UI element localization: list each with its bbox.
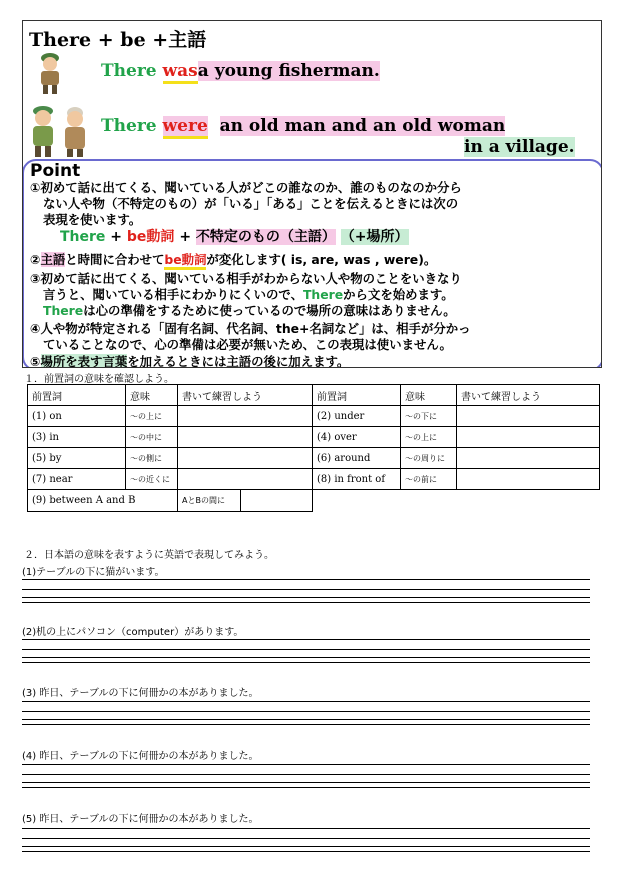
header-practice-2: 書いて練習しよう: [457, 385, 600, 406]
section-2-title: ２．日本語の意味を表すように英語で表現してみよう。: [24, 550, 274, 561]
answer-line[interactable]: [22, 579, 590, 580]
answer-line[interactable]: [22, 782, 590, 783]
header-meaning: 意味: [126, 385, 178, 406]
practice-cell[interactable]: [178, 427, 313, 448]
point-5: [30, 354, 349, 368]
point-1-line-2: ない人や物（不特定のもの）が「いる」「ある」ことを伝えるときには次の: [43, 196, 459, 211]
point-title: Point: [30, 161, 81, 181]
preposition-cell: (8) in front of: [313, 469, 401, 490]
place-phrase: in a village.: [464, 137, 575, 157]
point-2-post: が変化します( is, are, was , were)。: [206, 252, 437, 267]
point-2-number: ②: [30, 252, 41, 267]
formula-place: （+場所）: [340, 229, 409, 245]
be-verb-was: was: [163, 61, 198, 84]
preposition-cell: (7) near: [28, 469, 126, 490]
question-3: (3) 昨日、テーブルの下に何冊かの本がありました。: [22, 688, 259, 699]
point-3-line-1: ③初めて話に出てくる、聞いている相手がわからない人や物のことをいきなり: [30, 271, 462, 286]
answer-line[interactable]: [22, 774, 590, 775]
point-3-line-2: [43, 287, 454, 303]
practice-cell[interactable]: [457, 469, 600, 490]
question-5: (5) 昨日、テーブルの下に何冊かの本がありました。: [22, 814, 259, 825]
answer-line[interactable]: [22, 719, 590, 720]
practice-cell[interactable]: [457, 427, 600, 448]
point-4-line-1: ④人や物が特定される「固有名詞、代名詞、the+名詞など」は、相手が分かっ: [30, 321, 471, 336]
question-1: (1)テーブルの下に猫がいます。: [22, 567, 165, 578]
point-3-pre: 言うと、聞いている相手にわかりにくいので、: [43, 287, 303, 302]
point-5-post: を加えるときには主語の後に加えます。: [127, 354, 350, 368]
answer-line[interactable]: [22, 597, 590, 598]
empty-cell: [313, 490, 600, 512]
header-practice: 書いて練習しよう: [178, 385, 313, 406]
header-preposition: 前置詞: [28, 385, 126, 406]
point-3-line-3: [43, 303, 456, 319]
point-1-line-3: 表現を使います。: [43, 212, 142, 227]
answer-line[interactable]: [22, 589, 590, 590]
answer-line[interactable]: [22, 764, 590, 765]
header-meaning-2: 意味: [401, 385, 457, 406]
answer-line[interactable]: [22, 828, 590, 829]
meaning-between: AとBの間に: [178, 490, 241, 511]
fisherman-illustration: [33, 49, 67, 95]
be-verb-were: were: [163, 116, 208, 139]
formula-plus-2: +: [179, 229, 192, 245]
practice-cell[interactable]: [457, 448, 600, 469]
preposition-cell: (2) under: [313, 406, 401, 427]
meaning-cell: ～の下に: [401, 406, 457, 427]
formula-subject: 不特定のもの（主語）: [195, 229, 336, 245]
question-2: (2)机の上にパソコン（computer）があります。: [22, 627, 244, 638]
example-sentence-2b: [464, 137, 575, 157]
example-sentence-2: [101, 116, 505, 136]
answer-line[interactable]: [22, 787, 590, 788]
answer-line[interactable]: [22, 649, 590, 650]
point-5-number: ⑤: [30, 354, 41, 368]
grammar-title: There + be +主語: [29, 29, 207, 51]
answer-line[interactable]: [22, 724, 590, 725]
table-row: [28, 448, 600, 469]
table-row: [28, 427, 600, 448]
answer-line[interactable]: [22, 701, 590, 702]
meaning-cell: ～の中に: [126, 427, 178, 448]
formula-line: [60, 229, 409, 245]
preposition-cell-between: (9) between A and B: [28, 490, 178, 512]
preposition-cell: (4) over: [313, 427, 401, 448]
point-4-line-2: ていることなので、心の準備は必要が無いため、この表現は使いません。: [43, 337, 452, 352]
formula-there: There: [60, 229, 106, 245]
meaning-cell: ～の近くに: [126, 469, 178, 490]
example-sentence-1: [101, 61, 380, 81]
point-3c-there: There: [43, 303, 84, 318]
grammar-box: [22, 20, 602, 368]
point-3-post: から文を始めます。: [343, 287, 454, 302]
formula-plus-1: +: [110, 229, 123, 245]
meaning-cell: ～の周りに: [401, 448, 457, 469]
practice-cell[interactable]: [457, 406, 600, 427]
formula-be-verb: be動詞: [126, 229, 175, 245]
answer-line[interactable]: [22, 711, 590, 712]
header-preposition-2: 前置詞: [313, 385, 401, 406]
point-1-line-1: ①初めて話に出てくる、聞いている人がどこの誰なのか、誰のものなのか分ら: [30, 180, 462, 195]
table-row: [28, 469, 600, 490]
old-couple-illustration: [27, 101, 95, 159]
answer-line[interactable]: [22, 846, 590, 847]
section-1-title: １．前置詞の意味を確認しよう。: [24, 374, 174, 385]
point-2-subject: 主語: [40, 252, 66, 267]
preposition-table: [27, 384, 600, 512]
point-3c-post: は心の準備をするために使っているので場所の意味はありません。: [83, 303, 456, 318]
point-3-there: There: [302, 287, 344, 302]
answer-line[interactable]: [22, 838, 590, 839]
point-box: [22, 159, 602, 368]
table-header-row: [28, 385, 600, 406]
practice-cell[interactable]: [178, 448, 313, 469]
practice-cell[interactable]: [178, 469, 313, 490]
answer-line[interactable]: [22, 662, 590, 663]
subject-phrase-2a: an old man and an old woman: [219, 116, 506, 136]
meaning-cell: ～の側に: [126, 448, 178, 469]
preposition-cell: (3) in: [28, 427, 126, 448]
practice-cell[interactable]: [178, 406, 313, 427]
meaning-practice-cell: [178, 490, 313, 512]
preposition-cell: (5) by: [28, 448, 126, 469]
preposition-cell: (6) around: [313, 448, 401, 469]
point-2-mid: と時間に合わせて: [65, 252, 165, 267]
point-5-highlight: 場所を表す言葉: [40, 354, 128, 368]
table-row: [28, 406, 600, 427]
meaning-cell: ～の前に: [401, 469, 457, 490]
preposition-cell: (1) on: [28, 406, 126, 427]
question-4: (4) 昨日、テーブルの下に何冊かの本がありました。: [22, 751, 259, 762]
subject-phrase-1: a young fisherman.: [197, 61, 380, 81]
there-word-2: There: [101, 116, 157, 136]
meaning-cell: ～の上に: [401, 427, 457, 448]
table-row-last: [28, 490, 600, 512]
point-2-be-verb: be動詞: [164, 252, 206, 270]
meaning-cell: ～の上に: [126, 406, 178, 427]
answer-line[interactable]: [22, 602, 590, 603]
there-word: There: [101, 61, 157, 81]
point-2: [30, 252, 436, 268]
answer-line[interactable]: [22, 639, 590, 640]
answer-line[interactable]: [22, 657, 590, 658]
answer-line[interactable]: [22, 851, 590, 852]
